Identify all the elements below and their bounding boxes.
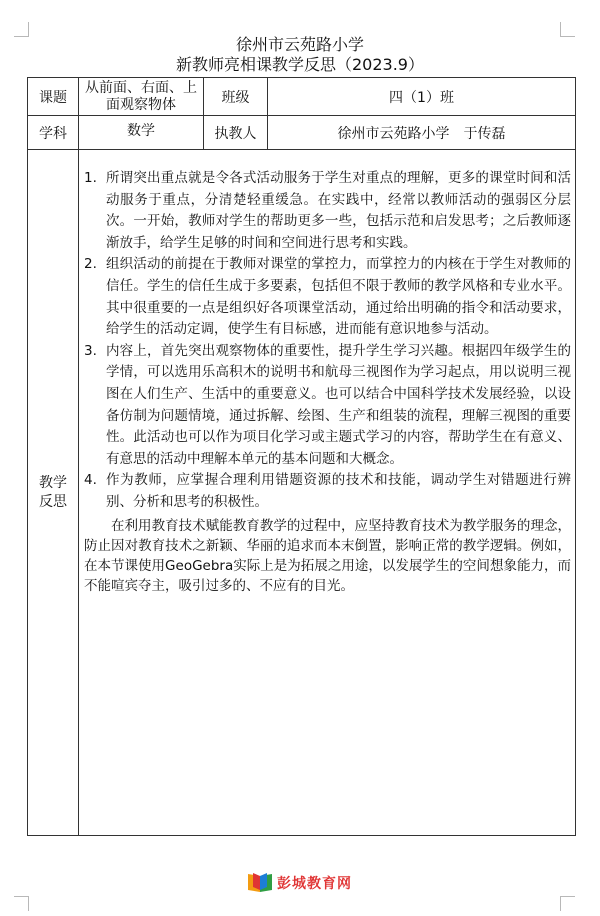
topic-row: [28, 78, 576, 116]
reflection-point-2: 2. 组织活动的前提在于教师对课堂的掌控力，而掌控力的内核在于学生对教师的信任。学生的信任生成于多要素，包括但不限于教师的教学风格和专业水平。其中很重要的一点是组织好各项课堂活动，通过给出明确的指令和活动要求，给学生的活动定调，使学生有目标感，进而能有意识地参与活动。: [84, 256, 571, 338]
reflection-point-1: 1. 所谓突出重点就是令各式活动服务于学生对重点的理解，更多的课堂时间和活动服务于重点，分清楚轻重缓急。在实践中，经常以教师活动的强弱区分层次。一开始，教师对学生的帮助更多一些，包括示范和启发思考；之后教师逐渐放手，给学生足够的时间和空间进行思考和实践。: [84, 170, 571, 251]
document-subtitle: 新教师亮相课教学反思（2023.9）: [176, 55, 424, 74]
class-value: 四（1）班: [268, 78, 576, 116]
teacher-label: 执教人: [204, 116, 268, 150]
subject-label: 学科: [28, 116, 79, 150]
reflection-row: [28, 150, 576, 836]
crop-mark-bottom-right: [560, 896, 575, 911]
school-title: 徐州市云苑路小学: [235, 35, 364, 54]
open-book-icon: [247, 873, 273, 893]
reflection-content: [79, 150, 576, 836]
point-text: 内容上，首先突出观察物体的重要性，提升学生学习兴趣。根据四年级学生的学情，可以选用乐高积木的说明书和航母三视图作为学习起点，用以说明三视图在人们生产、生活中的重要意义。也可以结合中国科学技术发展经验，以设备仿制为问题情境，通过拆解、绘图、生产和组装的流程，理解三视图的重要性。此活动也可以作为项目化学习或主题式学习的内容，帮助学生在有意义、有意思的活动中理解本单元的基本问题和大概念。: [106, 342, 571, 467]
class-label: 班级: [204, 78, 268, 116]
closing-paragraph: 在利用教育技术赋能教育教学的过程中，应坚持教育技术为教学服务的理念，防止因对教育技术之新颖、华丽的追求而本末倒置，影响正常的教学逻辑。例如，在本节课使用GeoGebra实际上是为拓展之用途，以发展学生的空间想象能力，而不能喧宾夺主，吸引过多的、不应有的目光。: [84, 517, 571, 594]
reflection-label: 教学反思: [28, 150, 79, 836]
reflection-table: [27, 77, 576, 836]
crop-mark-bottom-left: [14, 896, 29, 911]
subject-row: [28, 116, 576, 150]
point-text: 所谓突出重点就是令各式活动服务于学生对重点的理解，更多的课堂时间和活动服务于重点，分清楚轻重缓急。在实践中，经常以教师活动的强弱区分层次。一开始，教师对学生的帮助更多一些，包括示范和启发思考；之后教师逐渐放手，给学生足够的时间和空间进行思考和实践。: [106, 170, 571, 251]
reflection-point-4: 4. 作为教师，应掌握合理利用错题资源的技术和技能，调动学生对错题进行辨别、分析和思考的积极性。: [84, 472, 571, 510]
topic-value: 从前面、右面、上面观察物体: [79, 78, 204, 116]
reflection-point-3: 3. 内容上，首先突出观察物体的重要性，提升学生学习兴趣。根据四年级学生的学情，可以选用乐高积木的说明书和航母三视图作为学习起点，用以说明三视图在人们生产、生活中的重要意义。也可以结合中国科学技术发展经验，以设备仿制为问题情境，通过拆解、绘图、生产和组装的流程，理解三视图的重要性。此活动也可以作为项目化学习或主题式学习的内容，帮助学生在有意义、有意思的活动中理解本单元的基本问题和大概念。: [84, 342, 571, 467]
site-name: 彭城教育网: [277, 876, 352, 892]
subject-value: 数学: [79, 116, 204, 150]
point-text: 作为教师，应掌握合理利用错题资源的技术和技能，调动学生对错题进行辨别、分析和思考的积极性。: [106, 472, 571, 510]
teacher-value: 徐州市云苑路小学 于传磊: [268, 116, 576, 150]
topic-label: 课题: [28, 78, 79, 116]
point-text: 组织活动的前提在于教师对课堂的掌控力，而掌控力的内核在于学生对教师的信任。学生的信任生成于多要素，包括但不限于教师的教学风格和专业水平。其中很重要的一点是组织好各项课堂活动，通过给出明确的指令和活动要求，给学生的活动定调，使学生有目标感，进而能有意识地参与活动。: [106, 256, 571, 338]
site-logo[interactable]: [247, 872, 352, 894]
reflection-points: [84, 168, 571, 514]
